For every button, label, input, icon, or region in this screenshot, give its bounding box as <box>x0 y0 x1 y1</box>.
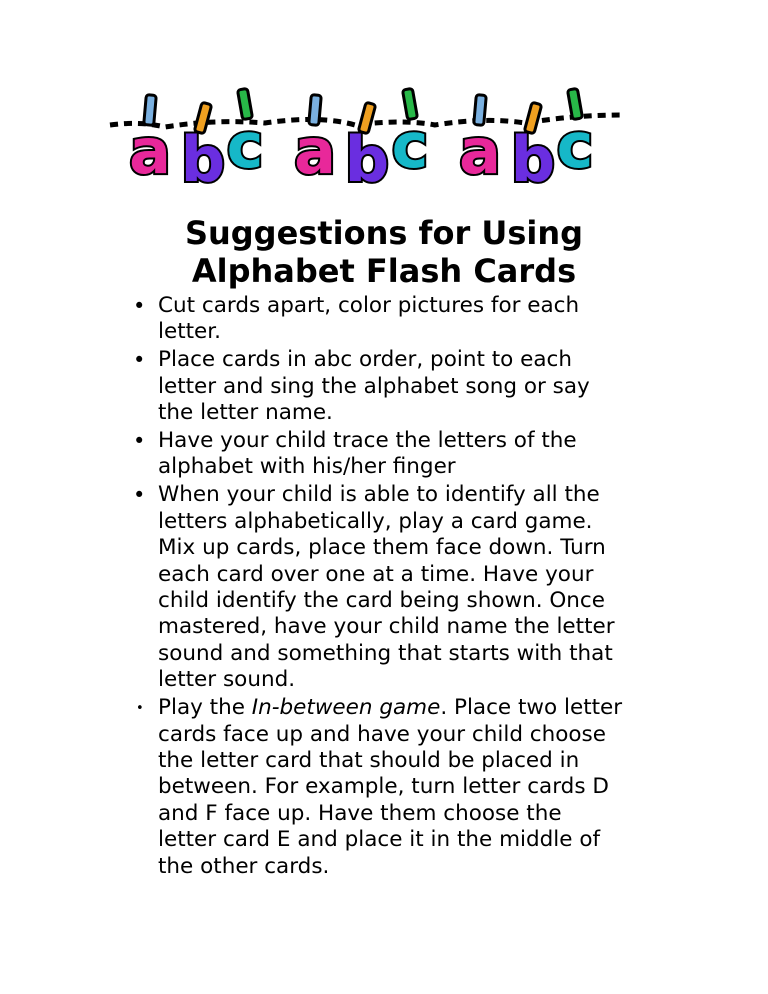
list-item-line: Have your child trace the letters of the <box>158 428 577 454</box>
list-item-line: and F face up. Have them choose the <box>158 800 562 826</box>
list-item-text: . Place two letter <box>440 695 623 721</box>
hanging-letters <box>129 88 593 195</box>
list-item-text: Play the <box>158 695 252 721</box>
list-item-line: cards face up and have your child choose <box>158 721 606 747</box>
abc-clothesline-banner <box>105 85 625 195</box>
title-line-1: Suggestions for Using <box>184 214 584 252</box>
list-item-line <box>158 695 658 721</box>
list-item-line: Cut cards apart, color pictures for each <box>158 293 580 318</box>
bullet-marker: • <box>133 348 146 373</box>
page-title <box>0 214 768 290</box>
hanging-letter-a <box>129 95 171 188</box>
bullet-marker: • <box>133 483 146 508</box>
list-item-line: between. For example, turn letter cards D <box>158 774 609 800</box>
list-item <box>133 347 658 426</box>
list-item-line: child identify the card being shown. Once <box>158 587 605 613</box>
letter-c-glyph: c <box>226 109 264 182</box>
hanging-letter-b <box>511 102 555 195</box>
letter-b-glyph: b <box>180 123 226 195</box>
list-item <box>133 293 658 346</box>
list-item-line: When your child is able to identify all the <box>158 482 600 508</box>
letter-a-glyph: a <box>129 115 171 188</box>
game-name: In-between game <box>251 695 441 721</box>
letter-b-glyph: b <box>510 123 556 195</box>
hanging-letter-c <box>227 88 264 182</box>
list-item-line: each card over one at a time. Have your <box>158 561 594 587</box>
hanging-letter-a <box>294 95 336 188</box>
bullet-marker: • <box>136 701 144 717</box>
letter-a-glyph: a <box>459 115 501 188</box>
title-line-2: Alphabet Flash Cards <box>191 252 577 290</box>
list-item <box>136 695 658 880</box>
hanging-letter-b <box>181 102 225 195</box>
list-item-line: sound and something that starts with that <box>158 640 613 666</box>
bullet-marker: • <box>133 429 146 454</box>
list-item-line: letter sound. <box>158 667 296 693</box>
letter-a-glyph: a <box>294 115 336 188</box>
list-item-line: alphabet with his/her finger <box>158 454 456 480</box>
letter-c-glyph: c <box>556 109 594 182</box>
hanging-letter-c <box>557 88 594 182</box>
list-item-line: Mix up cards, place them face down. Turn <box>158 535 606 561</box>
list-item-line: letter card E and place it in the middle of <box>158 827 601 853</box>
hanging-letter-a <box>459 95 501 188</box>
bullet-marker: • <box>133 294 146 318</box>
list-item-line: mastered, have your child name the letter <box>158 614 615 640</box>
letter-c-glyph: c <box>391 109 429 182</box>
list-item-line: the letter card that should be placed in <box>158 747 580 773</box>
list-item-line: the letter name. <box>158 400 333 426</box>
letter-b-glyph: b <box>344 123 390 195</box>
list-item-line: Place cards in abc order, point to each <box>158 347 572 373</box>
list-item-line: letter and sing the alphabet song or say <box>158 373 590 399</box>
list-item-line: the other cards. <box>158 853 330 879</box>
suggestions-list <box>133 293 658 881</box>
list-item-line: letters alphabetically, play a card game. <box>158 508 593 534</box>
list-item <box>133 428 658 481</box>
list-item-line: letter. <box>158 319 221 345</box>
hanging-letter-b <box>345 102 389 195</box>
list-item <box>133 482 658 693</box>
hanging-letter-c <box>392 88 429 182</box>
